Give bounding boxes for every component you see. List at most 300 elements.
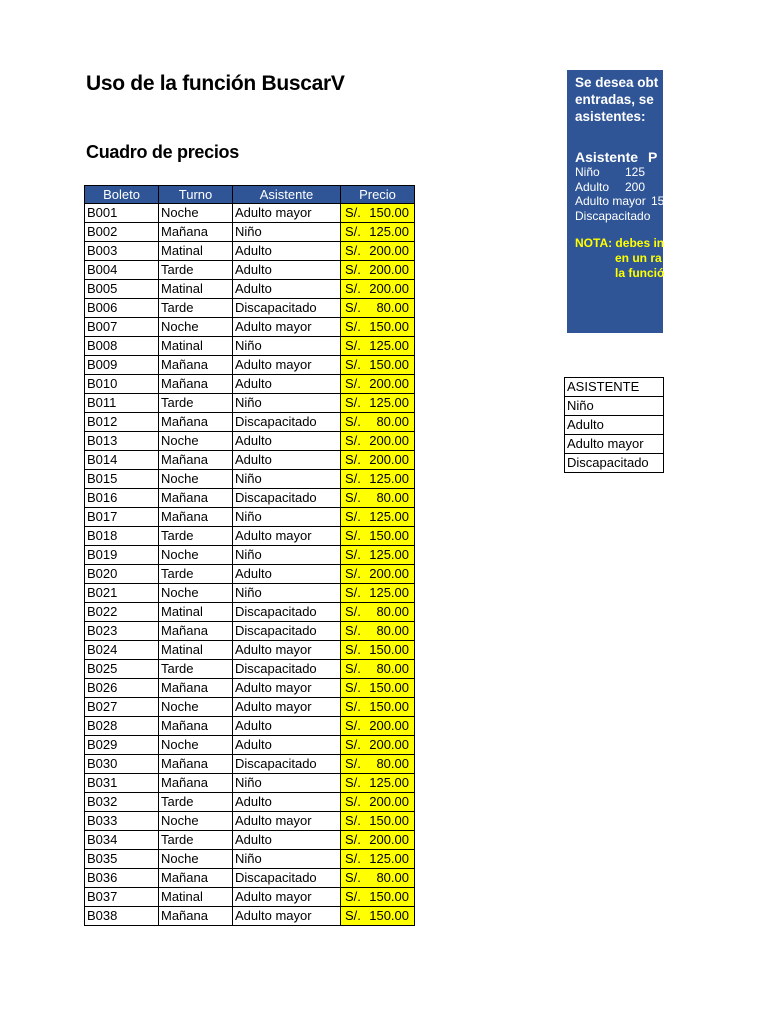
table-row: [85, 622, 415, 641]
table-row: [85, 717, 415, 736]
currency-symbol: S/.: [345, 338, 361, 353]
turno-cell[interactable]: Matinal: [159, 280, 233, 299]
asistente-cell[interactable]: Discapacitado: [233, 489, 341, 508]
boleto-cell[interactable]: B028: [85, 717, 159, 736]
asistente-cell[interactable]: Adulto mayor: [233, 812, 341, 831]
precio-cell[interactable]: [341, 394, 415, 413]
turno-cell[interactable]: Noche: [159, 698, 233, 717]
table-row: [85, 888, 415, 907]
precio-cell[interactable]: [341, 793, 415, 812]
turno-cell[interactable]: Mañana: [159, 451, 233, 470]
turno-cell[interactable]: Mañana: [159, 755, 233, 774]
table-row: [85, 394, 415, 413]
table-row: [85, 508, 415, 527]
price-amount: 80.00: [376, 623, 409, 638]
price-amount: 150.00: [369, 642, 409, 657]
instructions-line: entradas, se: [575, 92, 654, 107]
asistente-cell[interactable]: Discapacitado: [233, 869, 341, 888]
table-row: [85, 356, 415, 375]
turno-cell[interactable]: Noche: [159, 432, 233, 451]
precio-cell[interactable]: [341, 432, 415, 451]
table-row: [85, 736, 415, 755]
currency-symbol: S/.: [345, 756, 361, 771]
boleto-cell[interactable]: B014: [85, 451, 159, 470]
asistente-cell[interactable]: Niño: [233, 774, 341, 793]
price-amount: 150.00: [369, 699, 409, 714]
currency-symbol: S/.: [345, 452, 361, 467]
asistente-cell[interactable]: Adulto: [233, 280, 341, 299]
header-cell-asistente[interactable]: Asistente: [233, 186, 341, 204]
table-row: [85, 261, 415, 280]
turno-cell[interactable]: Matinal: [159, 888, 233, 907]
price-amount: 80.00: [376, 300, 409, 315]
turno-cell[interactable]: Mañana: [159, 774, 233, 793]
currency-symbol: S/.: [345, 509, 361, 524]
table-row: [85, 850, 415, 869]
table-row: [85, 641, 415, 660]
price-amount: 125.00: [369, 471, 409, 486]
table-row: [85, 812, 415, 831]
precio-cell[interactable]: [341, 280, 415, 299]
turno-cell[interactable]: Mañana: [159, 907, 233, 926]
precio-cell[interactable]: [341, 850, 415, 869]
precio-cell[interactable]: [341, 299, 415, 318]
panel-row: [575, 165, 650, 180]
precio-cell[interactable]: [341, 470, 415, 489]
panel-row-value: 200: [625, 179, 646, 194]
asistente-cell[interactable]: Discapacitado: [233, 413, 341, 432]
precio-cell[interactable]: [341, 831, 415, 850]
price-amount: 80.00: [376, 490, 409, 505]
boleto-cell[interactable]: B006: [85, 299, 159, 318]
turno-cell[interactable]: Mañana: [159, 869, 233, 888]
price-amount: 125.00: [369, 547, 409, 562]
price-amount: 80.00: [376, 414, 409, 429]
asistente-cell[interactable]: Adulto mayor: [233, 527, 341, 546]
currency-symbol: S/.: [345, 908, 361, 923]
table-row: [85, 432, 415, 451]
currency-symbol: S/.: [345, 300, 361, 315]
turno-cell[interactable]: Mañana: [159, 508, 233, 527]
currency-symbol: S/.: [345, 775, 361, 790]
header-cell-boleto[interactable]: Boleto: [85, 186, 159, 204]
price-amount: 80.00: [376, 870, 409, 885]
price-amount: 125.00: [369, 338, 409, 353]
precio-cell[interactable]: [341, 660, 415, 679]
price-amount: 125.00: [369, 851, 409, 866]
section-title: Cuadro de precios: [86, 142, 239, 162]
precio-cell[interactable]: [341, 698, 415, 717]
asistente-cell[interactable]: Niño: [233, 470, 341, 489]
boleto-cell[interactable]: B036: [85, 869, 159, 888]
panel-price-list: [575, 165, 665, 223]
turno-cell[interactable]: Noche: [159, 850, 233, 869]
boleto-cell[interactable]: B011: [85, 394, 159, 413]
currency-symbol: S/.: [345, 433, 361, 448]
table-row: [85, 831, 415, 850]
assistant-list-cell[interactable]: Adulto: [565, 416, 664, 435]
asistente-cell[interactable]: Discapacitado: [233, 755, 341, 774]
boleto-cell[interactable]: B033: [85, 812, 159, 831]
currency-symbol: S/.: [345, 262, 361, 277]
price-amount: 150.00: [369, 908, 409, 923]
currency-symbol: S/.: [345, 376, 361, 391]
currency-symbol: S/.: [345, 832, 361, 847]
boleto-cell[interactable]: B037: [85, 888, 159, 907]
table-row: [85, 793, 415, 812]
turno-cell[interactable]: Tarde: [159, 793, 233, 812]
panel-header-asistente: Asistente: [575, 149, 639, 165]
turno-cell[interactable]: Mañana: [159, 356, 233, 375]
asistente-cell[interactable]: Niño: [233, 584, 341, 603]
asistente-cell[interactable]: Adulto: [233, 793, 341, 812]
panel-row-label: Niño: [575, 165, 600, 179]
asistente-cell[interactable]: Adulto: [233, 242, 341, 261]
turno-cell[interactable]: Mañana: [159, 717, 233, 736]
table-row: [85, 546, 415, 565]
precio-cell[interactable]: [341, 451, 415, 470]
precio-cell[interactable]: [341, 679, 415, 698]
precio-cell[interactable]: [341, 907, 415, 926]
precio-cell[interactable]: [341, 546, 415, 565]
price-amount: 125.00: [369, 395, 409, 410]
asistente-cell[interactable]: Niño: [233, 508, 341, 527]
boleto-cell[interactable]: B007: [85, 318, 159, 337]
price-amount: 80.00: [376, 604, 409, 619]
boleto-cell[interactable]: B010: [85, 375, 159, 394]
currency-symbol: S/.: [345, 585, 361, 600]
table-row: [85, 603, 415, 622]
panel-header-precio: P: [648, 149, 658, 165]
asistente-cell[interactable]: Adulto: [233, 375, 341, 394]
turno-cell[interactable]: Mañana: [159, 679, 233, 698]
asistente-cell[interactable]: Niño: [233, 394, 341, 413]
precio-cell[interactable]: [341, 736, 415, 755]
assistant-list-table: [564, 377, 664, 473]
currency-symbol: S/.: [345, 205, 361, 220]
instructions-line: asistentes:: [575, 109, 646, 124]
price-amount: 150.00: [369, 680, 409, 695]
boleto-cell[interactable]: B009: [85, 356, 159, 375]
boleto-cell[interactable]: B020: [85, 565, 159, 584]
boleto-cell[interactable]: B012: [85, 413, 159, 432]
asistente-cell[interactable]: Adulto mayor: [233, 888, 341, 907]
turno-cell[interactable]: Noche: [159, 318, 233, 337]
panel-row-label: Adulto: [575, 179, 610, 194]
boleto-cell[interactable]: B002: [85, 223, 159, 242]
precio-cell[interactable]: [341, 242, 415, 261]
assistant-list-header[interactable]: ASISTENTE: [565, 378, 664, 397]
asistente-cell[interactable]: Adulto: [233, 831, 341, 850]
turno-cell[interactable]: Matinal: [159, 337, 233, 356]
precio-cell[interactable]: [341, 261, 415, 280]
precio-cell[interactable]: [341, 774, 415, 793]
panel-header: [575, 149, 667, 165]
boleto-cell[interactable]: B016: [85, 489, 159, 508]
table-row: [85, 413, 415, 432]
currency-symbol: S/.: [345, 319, 361, 334]
boleto-cell[interactable]: B025: [85, 660, 159, 679]
price-amount: 200.00: [369, 452, 409, 467]
note-line: la funció: [615, 266, 665, 280]
precio-cell[interactable]: [341, 318, 415, 337]
asistente-cell[interactable]: Adulto: [233, 432, 341, 451]
precio-cell[interactable]: [341, 584, 415, 603]
turno-cell[interactable]: Tarde: [159, 261, 233, 280]
boleto-cell[interactable]: B027: [85, 698, 159, 717]
precio-cell[interactable]: [341, 489, 415, 508]
instructions-panel: [567, 70, 663, 333]
currency-symbol: S/.: [345, 889, 361, 904]
table-row: [85, 470, 415, 489]
header-cell-precio[interactable]: Precio: [341, 186, 415, 204]
precio-cell[interactable]: [341, 603, 415, 622]
price-amount: 200.00: [369, 794, 409, 809]
table-row: [85, 489, 415, 508]
turno-cell[interactable]: Noche: [159, 584, 233, 603]
table-row: [85, 907, 415, 926]
boleto-cell[interactable]: B021: [85, 584, 159, 603]
boleto-cell[interactable]: B030: [85, 755, 159, 774]
table-row: [85, 204, 415, 223]
panel-row-label: Adulto mayor: [575, 194, 646, 208]
table-row: [85, 679, 415, 698]
price-amount: 200.00: [369, 262, 409, 277]
table-row: [85, 584, 415, 603]
boleto-cell[interactable]: B032: [85, 793, 159, 812]
page-title: Uso de la función BuscarV: [86, 72, 345, 95]
precio-cell[interactable]: [341, 413, 415, 432]
asistente-cell[interactable]: Adulto mayor: [233, 641, 341, 660]
precio-cell[interactable]: [341, 204, 415, 223]
turno-cell[interactable]: Noche: [159, 546, 233, 565]
table-row: [85, 698, 415, 717]
asistente-cell[interactable]: Adulto: [233, 565, 341, 584]
precio-cell[interactable]: [341, 375, 415, 394]
turno-cell[interactable]: Mañana: [159, 489, 233, 508]
boleto-cell[interactable]: B031: [85, 774, 159, 793]
price-amount: 200.00: [369, 832, 409, 847]
price-amount: 150.00: [369, 528, 409, 543]
turno-cell[interactable]: Noche: [159, 736, 233, 755]
price-amount: 125.00: [369, 775, 409, 790]
precio-cell[interactable]: [341, 755, 415, 774]
panel-row: [575, 194, 665, 209]
precio-cell[interactable]: [341, 565, 415, 584]
instructions-line: Se desea obt: [575, 75, 659, 90]
boleto-cell[interactable]: B001: [85, 204, 159, 223]
instructions-text: [575, 74, 775, 125]
boleto-cell[interactable]: B004: [85, 261, 159, 280]
asistente-cell[interactable]: Discapacitado: [233, 622, 341, 641]
table-row: [85, 869, 415, 888]
currency-symbol: S/.: [345, 357, 361, 372]
table-header-row: [85, 186, 415, 204]
asistente-cell[interactable]: Niño: [233, 337, 341, 356]
boleto-cell[interactable]: B015: [85, 470, 159, 489]
panel-row: [575, 209, 650, 224]
panel-row-label: Discapacitado: [575, 208, 651, 223]
currency-symbol: S/.: [345, 281, 361, 296]
assistant-list-cell[interactable]: Niño: [565, 397, 664, 416]
header-cell-turno[interactable]: Turno: [159, 186, 233, 204]
boleto-cell[interactable]: B024: [85, 641, 159, 660]
asistente-cell[interactable]: Niño: [233, 546, 341, 565]
price-amount: 150.00: [369, 319, 409, 334]
asistente-cell[interactable]: Adulto: [233, 717, 341, 736]
asistente-cell[interactable]: Adulto: [233, 451, 341, 470]
price-amount: 125.00: [369, 509, 409, 524]
asistente-cell[interactable]: Adulto mayor: [233, 356, 341, 375]
asistente-cell[interactable]: Adulto mayor: [233, 318, 341, 337]
turno-cell[interactable]: Mañana: [159, 375, 233, 394]
boleto-cell[interactable]: B023: [85, 622, 159, 641]
precio-cell[interactable]: [341, 717, 415, 736]
precio-cell[interactable]: [341, 812, 415, 831]
price-amount: 150.00: [369, 205, 409, 220]
precio-cell[interactable]: [341, 337, 415, 356]
currency-symbol: S/.: [345, 680, 361, 695]
currency-symbol: S/.: [345, 395, 361, 410]
currency-symbol: S/.: [345, 699, 361, 714]
currency-symbol: S/.: [345, 414, 361, 429]
boleto-cell[interactable]: B019: [85, 546, 159, 565]
currency-symbol: S/.: [345, 566, 361, 581]
table-row: [85, 242, 415, 261]
asistente-cell[interactable]: Adulto mayor: [233, 907, 341, 926]
table-row: [85, 318, 415, 337]
currency-symbol: S/.: [345, 623, 361, 638]
table-row: [85, 660, 415, 679]
currency-symbol: S/.: [345, 490, 361, 505]
currency-symbol: S/.: [345, 528, 361, 543]
panel-row: [575, 180, 650, 195]
table-row: [85, 223, 415, 242]
asistente-cell[interactable]: Adulto mayor: [233, 698, 341, 717]
boleto-cell[interactable]: B003: [85, 242, 159, 261]
table-row: [85, 299, 415, 318]
panel-row-value: 15: [651, 194, 665, 208]
asistente-cell[interactable]: Adulto mayor: [233, 679, 341, 698]
asistente-cell[interactable]: Discapacitado: [233, 660, 341, 679]
boleto-cell[interactable]: B018: [85, 527, 159, 546]
price-amount: 200.00: [369, 433, 409, 448]
turno-cell[interactable]: Tarde: [159, 660, 233, 679]
boleto-cell[interactable]: B026: [85, 679, 159, 698]
price-amount: 80.00: [376, 661, 409, 676]
currency-symbol: S/.: [345, 794, 361, 809]
table-row: [85, 565, 415, 584]
turno-cell[interactable]: Mañana: [159, 413, 233, 432]
table-row: [85, 755, 415, 774]
turno-cell[interactable]: Matinal: [159, 603, 233, 622]
boleto-cell[interactable]: B005: [85, 280, 159, 299]
precio-cell[interactable]: [341, 622, 415, 641]
currency-symbol: S/.: [345, 224, 361, 239]
price-amount: 80.00: [376, 756, 409, 771]
note-line: NOTA: debes in: [575, 236, 665, 250]
boleto-cell[interactable]: B034: [85, 831, 159, 850]
price-amount: 200.00: [369, 718, 409, 733]
boleto-cell[interactable]: B038: [85, 907, 159, 926]
price-amount: 200.00: [369, 281, 409, 296]
currency-symbol: S/.: [345, 661, 361, 676]
asistente-cell[interactable]: Adulto: [233, 736, 341, 755]
price-amount: 125.00: [369, 585, 409, 600]
boleto-cell[interactable]: B008: [85, 337, 159, 356]
price-amount: 200.00: [369, 737, 409, 752]
currency-symbol: S/.: [345, 813, 361, 828]
asistente-cell[interactable]: Discapacitado: [233, 603, 341, 622]
turno-cell[interactable]: Tarde: [159, 565, 233, 584]
currency-symbol: S/.: [345, 547, 361, 562]
price-amount: 200.00: [369, 566, 409, 581]
boleto-cell[interactable]: B013: [85, 432, 159, 451]
price-amount: 150.00: [369, 357, 409, 372]
currency-symbol: S/.: [345, 243, 361, 258]
turno-cell[interactable]: Tarde: [159, 831, 233, 850]
turno-cell[interactable]: Matinal: [159, 641, 233, 660]
panel-row-value: 125: [625, 165, 646, 179]
currency-symbol: S/.: [345, 851, 361, 866]
price-amount: 150.00: [369, 813, 409, 828]
precio-cell[interactable]: [341, 888, 415, 907]
table-row: [85, 527, 415, 546]
price-amount: 200.00: [369, 376, 409, 391]
price-amount: 200.00: [369, 243, 409, 258]
price-amount: 150.00: [369, 889, 409, 904]
table-row: [85, 451, 415, 470]
asistente-cell[interactable]: Niño: [233, 223, 341, 242]
turno-cell[interactable]: Mañana: [159, 622, 233, 641]
boleto-cell[interactable]: B029: [85, 736, 159, 755]
assistant-list-cell[interactable]: Discapacitado: [565, 454, 664, 473]
table-row: [85, 375, 415, 394]
boleto-cell[interactable]: B017: [85, 508, 159, 527]
asistente-cell[interactable]: Adulto mayor: [233, 204, 341, 223]
precio-cell[interactable]: [341, 223, 415, 242]
boleto-cell[interactable]: B022: [85, 603, 159, 622]
asistente-cell[interactable]: Discapacitado: [233, 299, 341, 318]
asistente-cell[interactable]: Adulto: [233, 261, 341, 280]
assistant-list-cell[interactable]: Adulto mayor: [565, 435, 664, 454]
precio-cell[interactable]: [341, 508, 415, 527]
currency-symbol: S/.: [345, 870, 361, 885]
turno-cell[interactable]: Noche: [159, 812, 233, 831]
price-table: [84, 185, 415, 926]
precio-cell[interactable]: [341, 641, 415, 660]
precio-cell[interactable]: [341, 356, 415, 375]
precio-cell[interactable]: [341, 527, 415, 546]
turno-cell[interactable]: Mañana: [159, 223, 233, 242]
table-row: [85, 774, 415, 793]
note-text: [575, 236, 664, 281]
turno-cell[interactable]: Tarde: [159, 299, 233, 318]
turno-cell[interactable]: Tarde: [159, 394, 233, 413]
table-row: [85, 337, 415, 356]
currency-symbol: S/.: [345, 718, 361, 733]
asistente-cell[interactable]: Niño: [233, 850, 341, 869]
currency-symbol: S/.: [345, 642, 361, 657]
turno-cell[interactable]: Noche: [159, 470, 233, 489]
turno-cell[interactable]: Tarde: [159, 527, 233, 546]
table-row: [85, 280, 415, 299]
currency-symbol: S/.: [345, 737, 361, 752]
precio-cell[interactable]: [341, 869, 415, 888]
turno-cell[interactable]: Matinal: [159, 242, 233, 261]
turno-cell[interactable]: Noche: [159, 204, 233, 223]
boleto-cell[interactable]: B035: [85, 850, 159, 869]
